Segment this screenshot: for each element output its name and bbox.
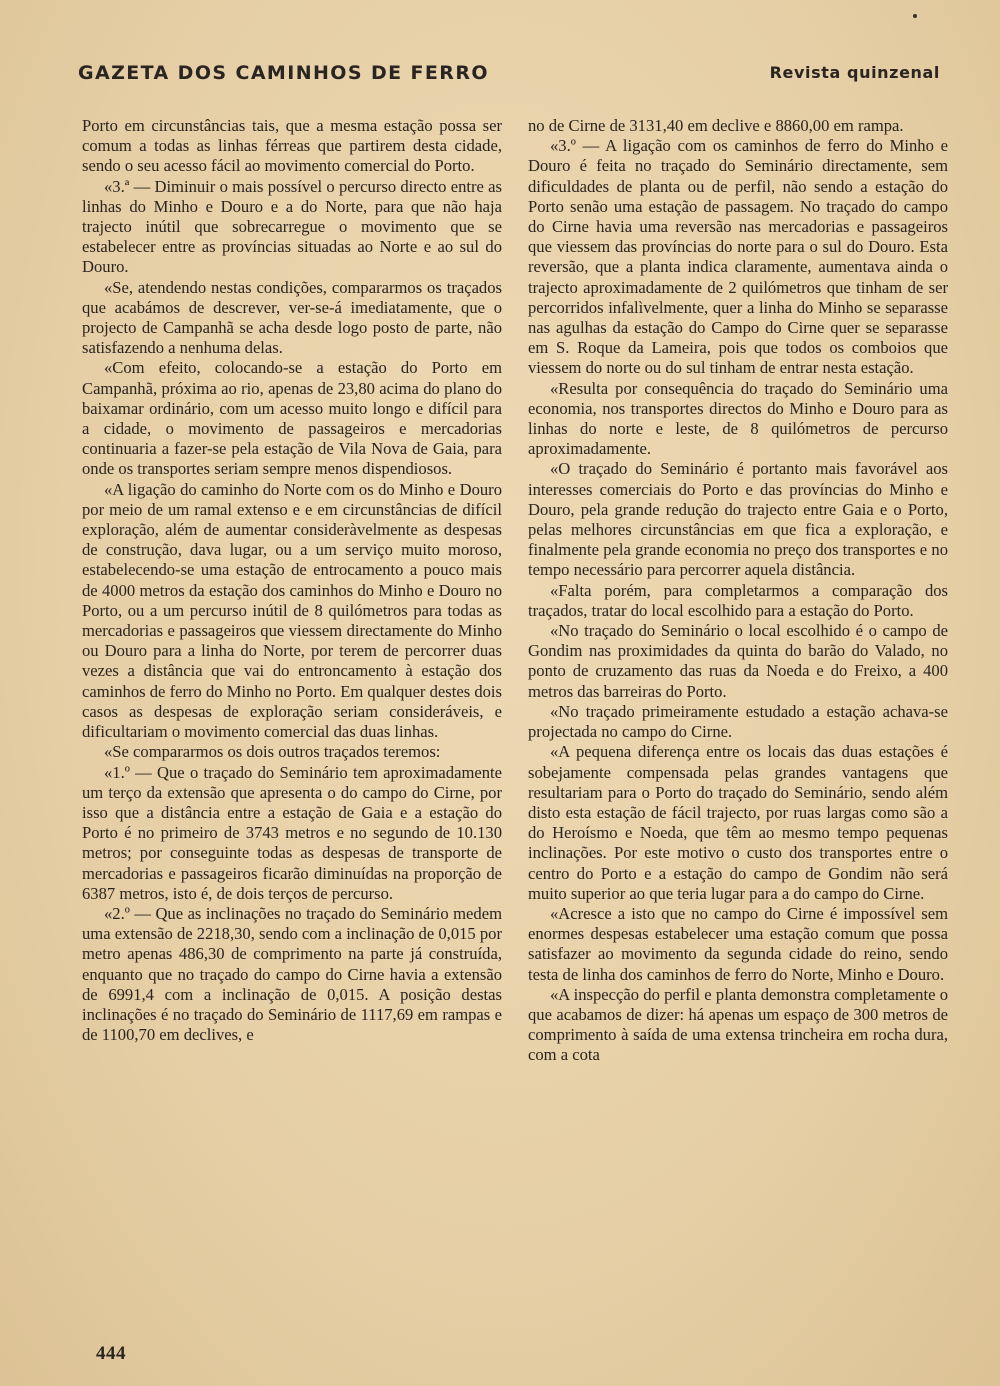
paragraph: «3.ª — Diminuir o mais possível o percurso directo entre as linhas do Minho e Douro e a do Norte, para que não haja trajecto inútil que sobrecarregue o movimento que se estabelecer entre as províncias situadas ao Norte e ao sul do Douro. [82,176,502,277]
page-number: 444 [96,1343,126,1364]
paragraph: «1.º — Que o traçado do Seminário tem aproximadamente um terço da extensão que apresenta o do campo do Cirne, por isso que a distância entre a estação de Gaia e a estação do Porto é no primeiro de 3743 metros e no segundo de 10.130 metros; por conseguinte todas as despesas de transporte de mercadorias e passageiros ficarão diminuídas na proporção de 6387 metros, isto é, de dois terços de percurso. [82,762,502,903]
paragraph: no de Cirne de 3131,40 em declive e 8860,00 em rampa. [528,116,904,135]
left-column [82,116,502,1045]
journal-subtitle: Revista quinzenal [769,63,940,82]
paragraph: «No traçado do Seminário o local escolhido é o campo de Gondim nas proximidades da quinta do barão do Valado, no ponto de cruzamento das ruas da Noeda e do Freixo, a 400 metros das barreiras do Porto. [528,621,948,701]
paragraph: «Resulta por consequência do traçado do Seminário uma economia, nos transportes directos do Minho e Douro para as linhas do norte e leste, de 8 quilómetros de percurso aproximadamente. [528,378,948,459]
paragraph: «O traçado do Seminário é portanto mais favorável aos interesses comerciais do Porto e das províncias do Minho e Douro, pela grande redução do trajecto entre Gaia e o Porto, pelas melhores circunstâncias em que fica a exploração, e finalmente pela grande economia no preço dos transportes e no tempo necessário para percorrer aquela distância. [528,459,948,580]
paragraph: «Se compararmos os dois outros traçados teremos: [104,742,441,762]
paragraph: «A pequena diferença entre os locais das duas estações é sobejamente compensada pelas grandes vantagens que resultariam para o Porto do traçado do Seminário, sendo além disto esta estação de fácil trajecto, por ruas largas como são a do Heroísmo e Noeda, que têm ao mesmo tempo pequenas inclinações. Por este motivo o custo dos transportes entre o centro do Porto e a estação do campo de Gondim não será muito superior ao que teria lugar para a do campo do Cirne. [528,742,948,903]
paragraph: «Com efeito, colocando-se a estação do Porto em Campanhã, próxima ao rio, apenas de 23,80 acima do plano do baixamar ordinário, com um acesso muito longo e difícil para a cidade, o movimento de passageiros e mercadorias continuaria a fazer-se pela estação de Vila Nova de Gaia, para onde os transportes seriam sempre menos dispendiosos. [82,358,502,479]
paragraph: «3.º — A ligação com os caminhos de ferro do Minho e Douro é feita no traçado do Seminário directamente, sem dificuldades de planta ou de perfil, não sendo a estação do Porto senão uma estação de passagem. No traçado do campo do Cirne havia uma reversão nas mercadorias e passageiros que viessem das províncias do norte para o sul do Douro. Esta reversão, que a planta indica claramente, aumentava ainda o trajecto aproximadamente de 2 quilómetros que tinham de ser percorridos infalìvelmente, quer a linha do Minho se separasse nas agulhas da estação do Campo do Cirne quer se separasse em S. Roque da Lameira, pois que todos os comboios que viessem do norte ou do sul tinham de entrar nesta estação. [528,136,948,378]
paragraph: «Se, atendendo nestas condições, compararmos os traçados que acabámos de descrever, ver-se-á imediatamente, que o projecto de Campanhã se acha desde logo posto de parte, não satisfazendo a nenhuma delas. [82,277,502,358]
page-header [78,44,940,84]
paragraph: Porto em circunstâncias tais, que a mesma estação possa ser comum a todas as linhas férreas que partirem desta cidade, sendo o seu acesso fácil ao movimento comercial do Porto. [82,116,502,176]
paragraph: «A ligação do caminho do Norte com os do Minho e Douro por meio de um ramal extenso e e em circunstâncias de difícil exploração, além de aumentar consideràvelmente as despesas de construção, dava lugar, ou a um serviço muito moroso, estabelecendo-se uma estação de entrocamento a pouco mais de 4000 metros da estação dos caminhos do Minho e Douro no Porto, ou a um percurso inútil de 8 quilómetros para todas as mercadorias e passageiros que viessem directamente do Minho ou Douro para a linha do Norte, por terem de percorrer duas vezes a distância que vai do entroncamento à estação dos caminhos de ferro do Minho no Porto. Em qualquer destes dois casos as despesas de exploração seriam consideráveis, e dificultariam o movimento comercial das duas linhas. [82,479,502,742]
right-column [528,116,948,1066]
journal-title: GAZETA DOS CAMINHOS DE FERRO [78,62,489,84]
paragraph: «2.º — Que as inclinações no traçado do Seminário medem uma extensão de 2218,30, sendo com a inclinação de 0,015 por metro apenas 486,30 de comprimento na parte já construída, enquanto que no traçado do campo do Cirne havia a extensão de 6991,4 com a inclinação de 0,015. A posição destas inclinações é no traçado do Seminário de 1117,69 em rampas e de 1100,70 em declives, e [82,903,502,1045]
paragraph: «A inspecção do perfil e planta demonstra completamente o que acabamos de dizer: há apenas um espaço de 300 metros de comprimento à saída de uma extensa trincheira em rocha dura, com a cota [528,984,948,1065]
paragraph: «Acresce a isto que no campo do Cirne é impossível sem enormes despesas estabelecer uma estação comum que possa satisfazer ao movimento da segunda cidade do reino, sendo testa de linha dos caminhos de ferro do Norte, Minho e Douro. [528,903,948,984]
paragraph: «No traçado primeiramente estudado a estação achava-se projectada no campo do Cirne. [528,701,948,742]
ink-speck [913,14,917,18]
paragraph: «Falta porém, para completarmos a comparação dos traçados, tratar do local escolhido para a estação do Porto. [528,580,948,620]
